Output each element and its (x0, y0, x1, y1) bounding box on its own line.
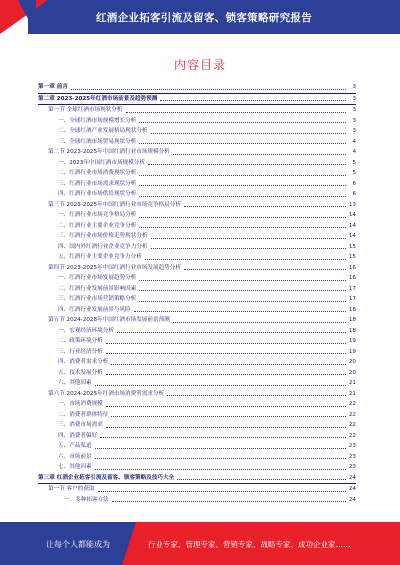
toc-entry-title: 四、消费者需求分析 (58, 359, 109, 365)
toc-entry-title: 第三节 2023-2025年中国红酒行业市场竞争格局分析 (48, 201, 181, 208)
toc-leader-dots (71, 88, 346, 90)
toc-entry-title: 第二节 2023-2025年中国红酒行业市场规模分析 (48, 149, 170, 155)
toc-entry[interactable] (38, 431, 356, 442)
toc-entry-title: 四、红酒行业发展前景与风险 (58, 306, 131, 313)
toc-leader-dots (139, 174, 346, 176)
toc-leader-dots (134, 310, 346, 312)
toc-entry[interactable] (38, 484, 356, 495)
toc-entry-page: 24 (348, 486, 356, 492)
toc-entry-page: 22 (348, 422, 356, 428)
toc-entry-page: 18 (348, 317, 356, 323)
toc-entry-page: 5 (352, 159, 356, 166)
toc-leader-dots (139, 279, 346, 281)
toc-title: 内容目录 (173, 58, 226, 72)
toc-entry[interactable] (38, 221, 356, 232)
toc-entry[interactable] (38, 452, 356, 463)
toc-leader-dots (95, 468, 346, 470)
toc-entry-title: 四、消费者偏好 (58, 432, 98, 439)
footer-slogan-left: 让每个人都能成为 (46, 540, 110, 549)
toc-entry[interactable] (38, 273, 356, 284)
toc-entry-page: 21 (348, 380, 356, 386)
toc-entry[interactable] (38, 210, 356, 221)
toc-entry-title: 四、国内外红酒行业企业竞争力分析 (58, 243, 148, 250)
toc-entry-page: 22 (348, 401, 356, 407)
toc-entry-page: 13 (348, 201, 356, 208)
toc-leader-dots (173, 321, 346, 323)
toc-entry-page: 17 (348, 285, 356, 292)
toc-entry[interactable] (38, 231, 356, 242)
toc-entry-title: 一、宏观经济环境分析 (58, 327, 114, 334)
toc-entry-page: 23 (348, 453, 356, 460)
toc-entry-title: 三、红酒行业市场营销策略分析 (58, 296, 137, 302)
toc-entry-title: 二、全球红酒产业发展格局现状分析 (58, 128, 148, 134)
toc-entry-title: 第六节 2024-2025年红酒市场消费者需求分析 (48, 390, 165, 397)
toc-entry[interactable] (38, 189, 356, 200)
toc-entry-title: 七、其他因素 (58, 464, 92, 470)
toc-entry[interactable] (38, 126, 356, 137)
toc-entry-title: 第一章 前言 (38, 84, 68, 90)
toc-entry[interactable] (38, 410, 356, 421)
toc-entry-page: 19 (348, 348, 356, 355)
header-blue-accent (18, 0, 36, 34)
toc-entry[interactable] (38, 137, 356, 148)
toc-leader-dots (148, 163, 346, 165)
toc-entry-page: 14 (348, 222, 356, 229)
toc-entry[interactable] (38, 82, 356, 94)
toc-entry-title: 五、技术发展分析 (58, 369, 103, 376)
toc-entry-title: 二、红酒行业市场消费现状分析 (58, 170, 137, 176)
toc-entry[interactable] (38, 105, 356, 116)
toc-entry[interactable] (38, 495, 356, 506)
toc-leader-dots (106, 352, 346, 354)
toc-leader-dots (95, 384, 346, 386)
toc-entry-page: 15 (348, 243, 356, 250)
toc-entry-title: 第三章 红酒企业拓客引流及留客、锁客策略及技巧大全 (38, 474, 175, 481)
toc-entry-title: 四、红酒行业市场供给现状分析 (58, 191, 137, 197)
toc-entry-page: 18 (348, 327, 356, 334)
toc-entry-page: 22 (348, 432, 356, 439)
toc-leader-dots (151, 132, 346, 134)
toc-entry-title: 二、红酒行业发展前景影响因素 (58, 285, 137, 292)
toc-leader-dots (139, 121, 346, 123)
toc-leader-dots (139, 195, 346, 197)
toc-entry-page: 20 (348, 359, 356, 365)
toc-entry-title: 第二章 2023-2025年红酒市场前景及趋势预测 (38, 95, 158, 102)
toc-entry-page: 20 (348, 369, 356, 376)
toc-entry[interactable] (38, 357, 356, 368)
toc-entry[interactable] (38, 284, 356, 295)
toc-entry-title: 一、多种拓客方法 (64, 496, 109, 503)
toc-entry-title: 一、市场消费规模 (58, 401, 103, 407)
toc-entry[interactable] (38, 347, 356, 358)
toc-entry-title: 第四节 2023-2025年中国红酒行业市场发展趋势分析 (48, 264, 181, 271)
toc-entry-title: 一、2023年中国红酒市场规模分析 (58, 159, 145, 166)
toc-entry-title: 第一节 全球红酒市场现状分析 (48, 107, 123, 113)
toc-entry-page: 4 (352, 149, 356, 155)
toc-entry[interactable] (38, 399, 356, 410)
toc-entry[interactable] (38, 336, 356, 347)
toc-leader-dots (139, 142, 346, 144)
toc-entry[interactable] (38, 378, 356, 389)
toc-entry-title: 第一节 客户的获取 (48, 486, 95, 492)
toc-entry-title: 第五节 2024-2028年中国红酒市场发展前景预测 (48, 317, 170, 323)
toc-leader-dots (160, 99, 346, 101)
toc-leader-dots (139, 226, 346, 228)
toc-leader-dots (139, 300, 346, 302)
toc-entry[interactable] (38, 441, 356, 452)
toc-entry-page: 3 (352, 95, 356, 102)
toc-leader-dots (145, 258, 346, 260)
toc-entry-title: 二、政策环境分析 (58, 338, 103, 344)
toc-entry-page: 19 (348, 338, 356, 344)
toc-entry[interactable] (38, 94, 356, 106)
toc-entry[interactable] (38, 200, 356, 211)
toc-entry[interactable] (38, 147, 356, 158)
report-title: 红酒企业拓客引流及留客、锁客策略研究报告 (96, 12, 312, 24)
toc-entry[interactable] (38, 252, 356, 263)
toc-entry[interactable] (38, 263, 356, 274)
toc-entry-title: 一、红酒行业市场发展趋势分析 (58, 275, 137, 281)
toc-entry-title: 六、市场前景 (58, 453, 92, 460)
toc-entry[interactable] (38, 420, 356, 431)
toc-entry[interactable] (38, 116, 356, 127)
toc-leader-dots (151, 237, 346, 239)
toc-entry-title: 三、全球红酒市场贸易现状分析 (58, 138, 137, 145)
toc-leader-dots (139, 289, 346, 291)
toc-leader-dots (184, 268, 346, 270)
toc-entry[interactable] (38, 326, 356, 337)
toc-entry-page: 18 (348, 306, 356, 313)
toc-entry-page: 5 (352, 170, 356, 176)
toc-entry-page: 3 (352, 107, 356, 113)
toc-entry[interactable] (38, 305, 356, 316)
toc-entry[interactable] (38, 158, 356, 169)
toc-entry-page: 23 (348, 464, 356, 470)
toc-entry-page: 21 (348, 390, 356, 397)
toc-leader-dots (106, 405, 346, 407)
toc-leader-dots (184, 205, 346, 207)
page-header (0, 0, 400, 34)
toc-leader-dots (95, 447, 346, 449)
toc-entry-title: 一、红酒行业市场竞争格局分析 (58, 212, 137, 218)
toc-entry-title: 二、红酒行业主要企业竞争分析 (58, 222, 137, 229)
toc-entry-page: 14 (348, 212, 356, 218)
toc-leader-dots (117, 331, 346, 333)
toc-entry-page: 24 (348, 474, 356, 481)
toc-leader-dots (139, 216, 346, 218)
toc-entry-page: 3 (352, 84, 356, 90)
toc-leader-dots (151, 247, 346, 249)
toc-leader-dots (106, 426, 346, 428)
page-footer (0, 522, 400, 565)
toc-entry[interactable] (38, 462, 356, 473)
toc-entry-page: 6 (352, 180, 356, 187)
toc-entry-title: 三、行业经济分析 (58, 348, 103, 355)
toc-entry-title: 三、红酒行业市场需求现状分析 (58, 180, 137, 187)
toc-entry[interactable] (38, 315, 356, 326)
toc-entry-page: 4 (352, 138, 356, 145)
toc-entry[interactable] (38, 168, 356, 179)
toc-leader-dots (111, 363, 346, 365)
toc-entry-page: 15 (348, 254, 356, 260)
toc-entry[interactable] (38, 473, 356, 485)
toc-entry-title: 五、产品渠道 (58, 443, 92, 449)
toc-leader-dots (95, 457, 346, 459)
toc-entry-page: 14 (348, 233, 356, 239)
table-of-contents (38, 82, 356, 505)
toc-leader-dots (112, 500, 346, 502)
toc-leader-dots (173, 153, 346, 155)
toc-leader-dots (111, 415, 346, 417)
toc-entry-page: 6 (352, 191, 356, 197)
toc-entry[interactable] (38, 368, 356, 379)
toc-leader-dots (98, 490, 346, 492)
toc-entry-page: 3 (352, 128, 356, 134)
toc-entry-title: 三、红酒行业市场价格走势现状分析 (58, 233, 148, 239)
toc-entry-page: 3 (352, 117, 356, 124)
toc-entry-page: 22 (348, 411, 356, 418)
toc-entry[interactable] (38, 242, 356, 253)
toc-entry-title: 六、其他因素 (58, 380, 92, 386)
toc-entry-page: 16 (348, 275, 356, 281)
toc-entry-page: 24 (348, 496, 356, 503)
toc-entry[interactable] (38, 389, 356, 400)
toc-entry[interactable] (38, 294, 356, 305)
toc-entry-page: 23 (348, 443, 356, 449)
toc-entry-title: 一、全球红酒市场规模增长分析 (58, 117, 137, 124)
toc-leader-dots (100, 436, 346, 438)
toc-entry[interactable] (38, 179, 356, 190)
toc-leader-dots (139, 184, 346, 186)
toc-entry-title: 二、消费者群体特征 (58, 411, 109, 418)
toc-leader-dots (106, 373, 346, 375)
toc-leader-dots (126, 111, 347, 113)
toc-entry-title: 三、消费市场需求 (58, 422, 103, 428)
toc-leader-dots (177, 478, 346, 480)
toc-leader-dots (167, 394, 346, 396)
toc-entry-page: 17 (348, 296, 356, 302)
toc-leader-dots (106, 342, 346, 344)
footer-slogan-right: 行业专家、管理专家、营销专家、战略专家、成功企业家…… (148, 540, 351, 549)
toc-entry-title: 五、红酒行业主要企业竞争力分析 (58, 254, 142, 260)
toc-entry-page: 16 (348, 264, 356, 271)
